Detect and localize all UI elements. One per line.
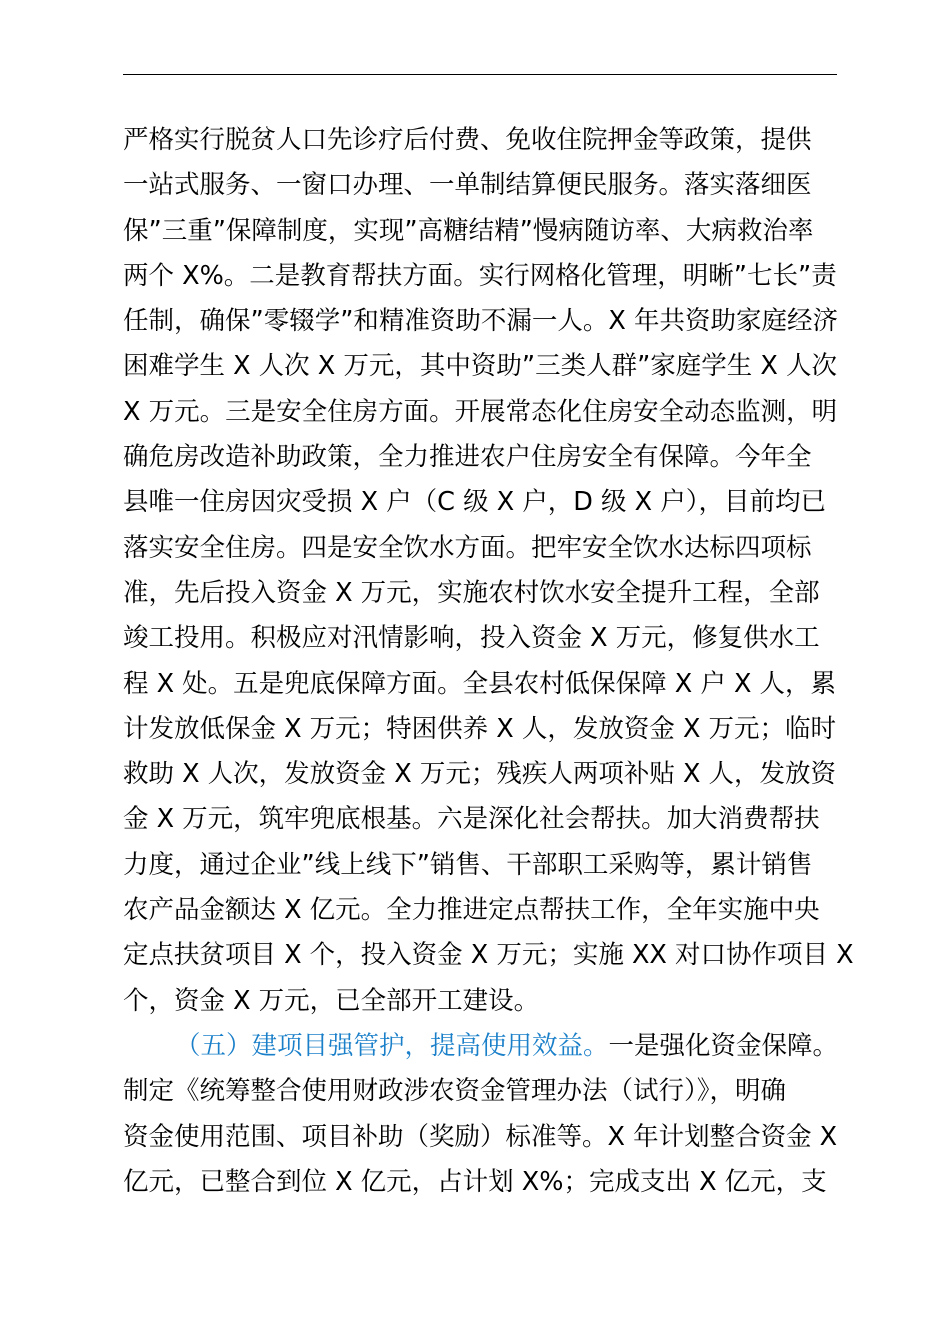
text-line: 两个 X%。二是教育帮扶方面。实行网格化管理，明晰”七长”责 <box>123 260 837 291</box>
header-rule <box>123 74 837 75</box>
text-line: 落实安全住房。四是安全饮水方面。把牢安全饮水达标四项标 <box>123 532 812 563</box>
text-line: 竣工投用。积极应对汛情影响，投入资金 X 万元，修复供水工 <box>123 623 820 654</box>
section-heading: （五）建项目强管护，提高使用效益。 <box>175 1030 609 1061</box>
section-first-line <box>123 1024 845 1069</box>
text-line: 县唯一住房因灾受损 X 户（C 级 X 户，D 级 X 户），目前均已 <box>123 487 826 518</box>
text-line: 救助 X 人次，发放资金 X 万元；残疾人两项补贴 X 人，发放资 <box>123 759 837 790</box>
text-line: 程 X 处。五是兜底保障方面。全县农村低保保障 X 户 X 人，累 <box>123 668 837 699</box>
text-line: 金 X 万元，筑牢兜底根基。六是深化社会帮扶。加大消费帮扶 <box>123 804 820 835</box>
text-line: 准，先后投入资金 X 万元，实施农村饮水安全提升工程，全部 <box>123 577 820 608</box>
text-line: 农产品金额达 X 亿元。全力推进定点帮扶工作，全年实施中央 <box>123 895 820 926</box>
text-line: 资金使用范围、项目补助（奖励）标准等。X 年计划整合资金 X <box>123 1121 838 1152</box>
text-line: 定点扶贫项目 X 个，投入资金 X 万元；实施 XX 对口协作项目 X <box>123 940 854 971</box>
text-line: 任制，确保”零辍学”和精准资助不漏一人。X 年共资助家庭经济 <box>123 306 838 337</box>
section-first-line-text: 一是强化资金保障。 <box>608 1030 839 1061</box>
text-line: 困难学生 X 人次 X 万元，其中资助”三类人群”家庭学生 X 人次 <box>123 351 837 382</box>
text-line: 个，资金 X 万元，已全部开工建设。 <box>123 985 540 1016</box>
text-line: 力度，通过企业”线上线下”销售、干部职工采购等，累计销售 <box>123 849 813 880</box>
text-line: 保”三重”保障制度，实现”高糖结精”慢病随访率、大病救治率 <box>123 215 814 246</box>
text-line: 制定《统筹整合使用财政涉农资金管理办法（试行）》，明确 <box>123 1076 787 1107</box>
text-line: 严格实行脱贫人口先诊疗后付费、免收住院押金等政策，提供 <box>123 125 812 155</box>
text-line: 计发放低保金 X 万元；特困供养 X 人，发放资金 X 万元；临时 <box>123 713 837 744</box>
text-line: 确危房改造补助政策，全力推进农户住房安全有保障。今年全 <box>123 442 812 473</box>
text-line: X 万元。三是安全住房方面。开展常态化住房安全动态监测，明 <box>123 396 838 427</box>
text-line: 亿元，已整合到位 X 亿元，占计划 X%；完成支出 X 亿元，支 <box>123 1166 827 1197</box>
text-line: 一站式服务、一窗口办理、一单制结算便民服务。落实落细医 <box>123 170 812 201</box>
body-text <box>123 118 854 1205</box>
